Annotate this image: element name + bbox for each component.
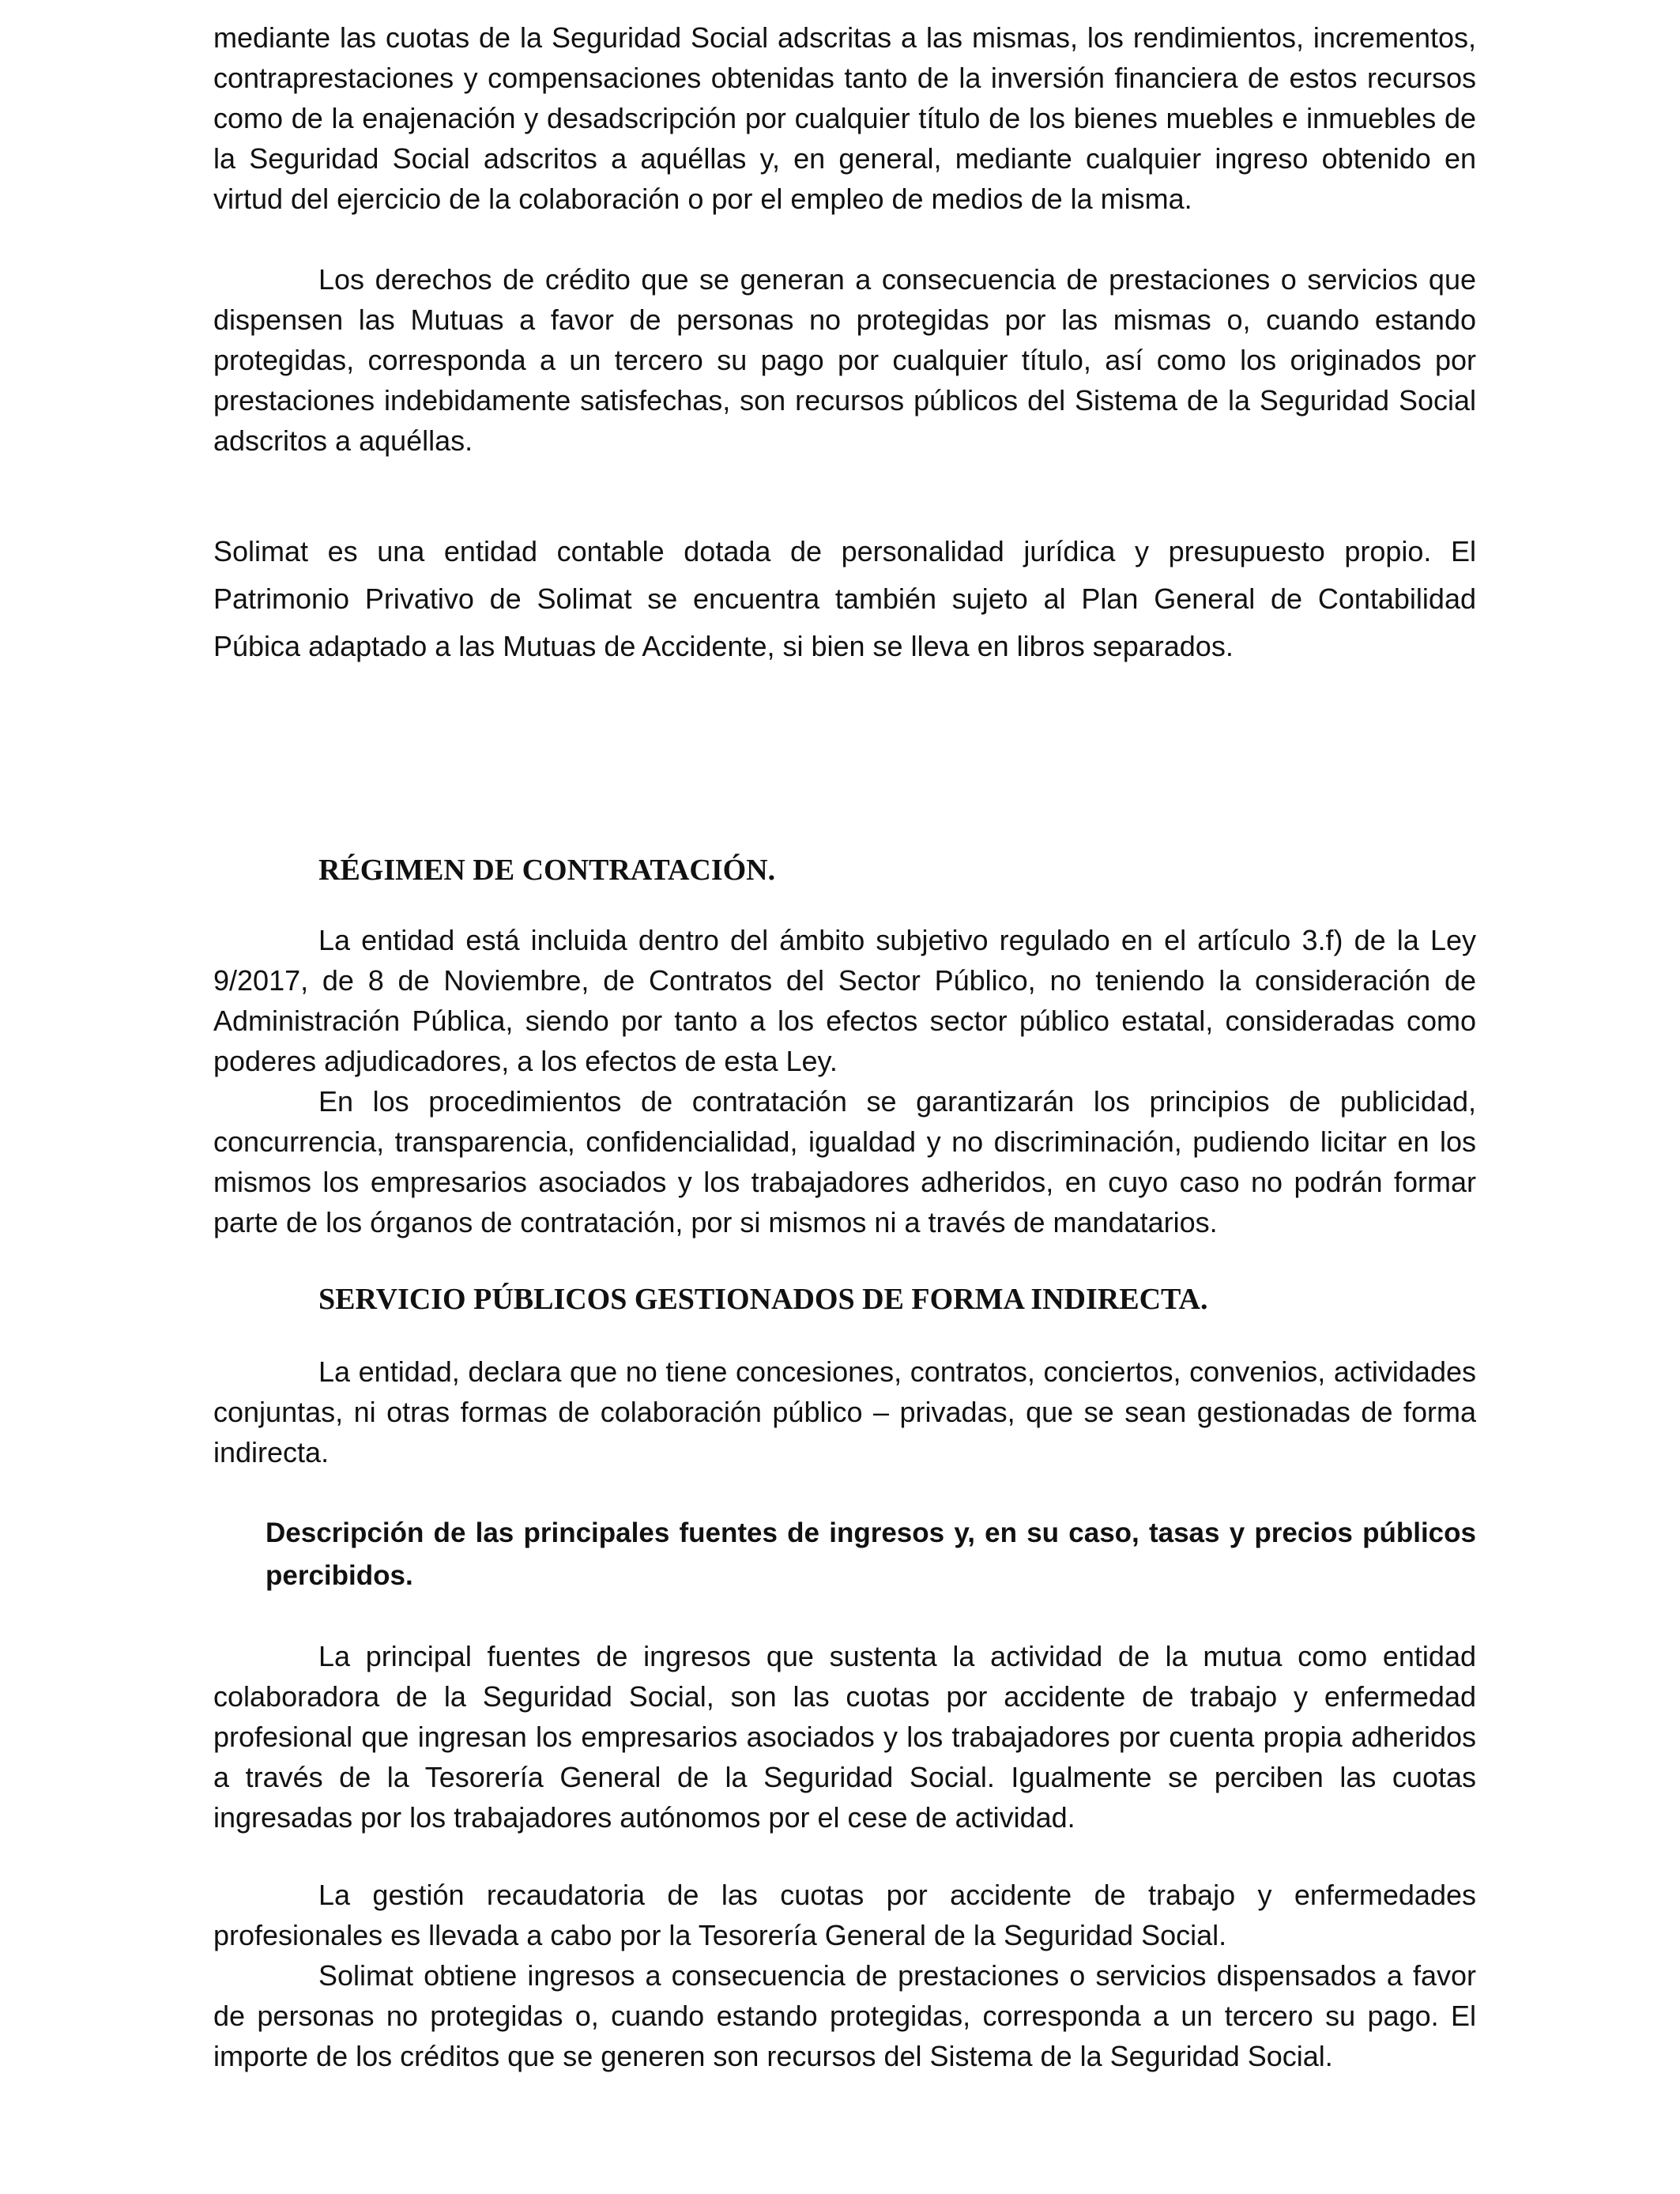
paragraph-gestion-recaudatoria: La gestión recaudatoria de las cuotas por accidente de trabajo y enfermedades profesionales es llevada a cabo por la Tesorería General de la Seguridad Social.	[213, 1879, 1476, 1951]
paragraph-ambito-subjetivo: La entidad está incluida dentro del ámbito subjetivo regulado en el artículo 3.f) de la Ley 9/2017, de 8 de Noviembre, de Contratos del Sector Público, no teniendo la consideración de Administración Pública, siendo por tanto a los efectos sector público estatal, consideradas como poderes adjudicadores, a los efectos de esta Ley.	[213, 924, 1476, 1077]
paragraph-solimat-entidad: Solimat es una entidad contable dotada de personalidad jurídica y presupuesto propio. El Patrimonio Privativo de Solimat se encuentra también sujeto al Plan General de Contabilidad Púbica adaptado a las Mutuas de Accidente, si bien se lleva en libros separados.	[213, 535, 1476, 662]
paragraph-recursos-cuotas: mediante las cuotas de la Seguridad Social adscritas a las mismas, los rendimientos, incrementos, contraprestaciones y compensaciones obtenidas tanto de la inversión financiera de estos recursos como de la enajenación y desadscripción por cualquier título de los bienes muebles e inmuebles de la Seguridad Social adscritos a aquéllas y, en general, mediante cualquier ingreso obtenido en virtud del ejercicio de la colaboración o por el empleo de medios de la misma.	[213, 21, 1476, 215]
heading-regimen-contratacion: RÉGIMEN DE CONTRATACIÓN.	[318, 854, 776, 887]
paragraph-principal-fuentes: La principal fuentes de ingresos que sustenta la actividad de la mutua como entidad colaboradora de la Seguridad Social, son las cuotas por accidente de trabajo y enfermedad profesional que ingresan los empresarios asociados y los trabajadores por cuenta propia adheridos a través de la Tesorería General de la Seguridad Social. Igualmente se perciben las cuotas ingresadas por los trabajadores autónomos por el cese de actividad.	[213, 1640, 1476, 1834]
heading-servicios-publicos: SERVICIO PÚBLICOS GESTIONADOS DE FORMA INDIRECTA.	[318, 1283, 1208, 1316]
paragraph-derechos-credito: Los derechos de crédito que se generan a consecuencia de prestaciones o servicios que dispensen las Mutuas a favor de personas no protegidas por las mismas o, cuando estando protegidas, corresponda a un tercero su pago por cualquier título, así como los originados por prestaciones indebidamente satisfechas, son recursos públicos del Sistema de la Seguridad Social adscritos a aquéllas.	[213, 263, 1476, 457]
subheading-fuentes-ingresos: Descripción de las principales fuentes de ingresos y, en su caso, tasas y precios públicos percibidos.	[266, 1517, 1476, 1591]
paragraph-declaracion-entidad: La entidad, declara que no tiene concesiones, contratos, conciertos, convenios, actividades conjuntas, ni otras formas de colaboración público – privadas, que se sean gestionadas de forma indirecta.	[213, 1355, 1476, 1468]
paragraph-solimat-ingresos: Solimat obtiene ingresos a consecuencia de prestaciones o servicios dispensados a favor de personas no protegidas o, cuando estando protegidas, corresponda a un tercero su pago. El importe de los créditos que se generen son recursos del Sistema de la Seguridad Social.	[213, 1959, 1476, 2072]
paragraph-procedimientos-contratacion: En los procedimientos de contratación se garantizarán los principios de publicidad, concurrencia, transparencia, confidencialidad, igualdad y no discriminación, pudiendo licitar en los mismos los empresarios asociados y los trabajadores adheridos, en cuyo caso no podrán formar parte de los órganos de contratación, por si mismos ni a través de mandatarios.	[213, 1085, 1476, 1238]
